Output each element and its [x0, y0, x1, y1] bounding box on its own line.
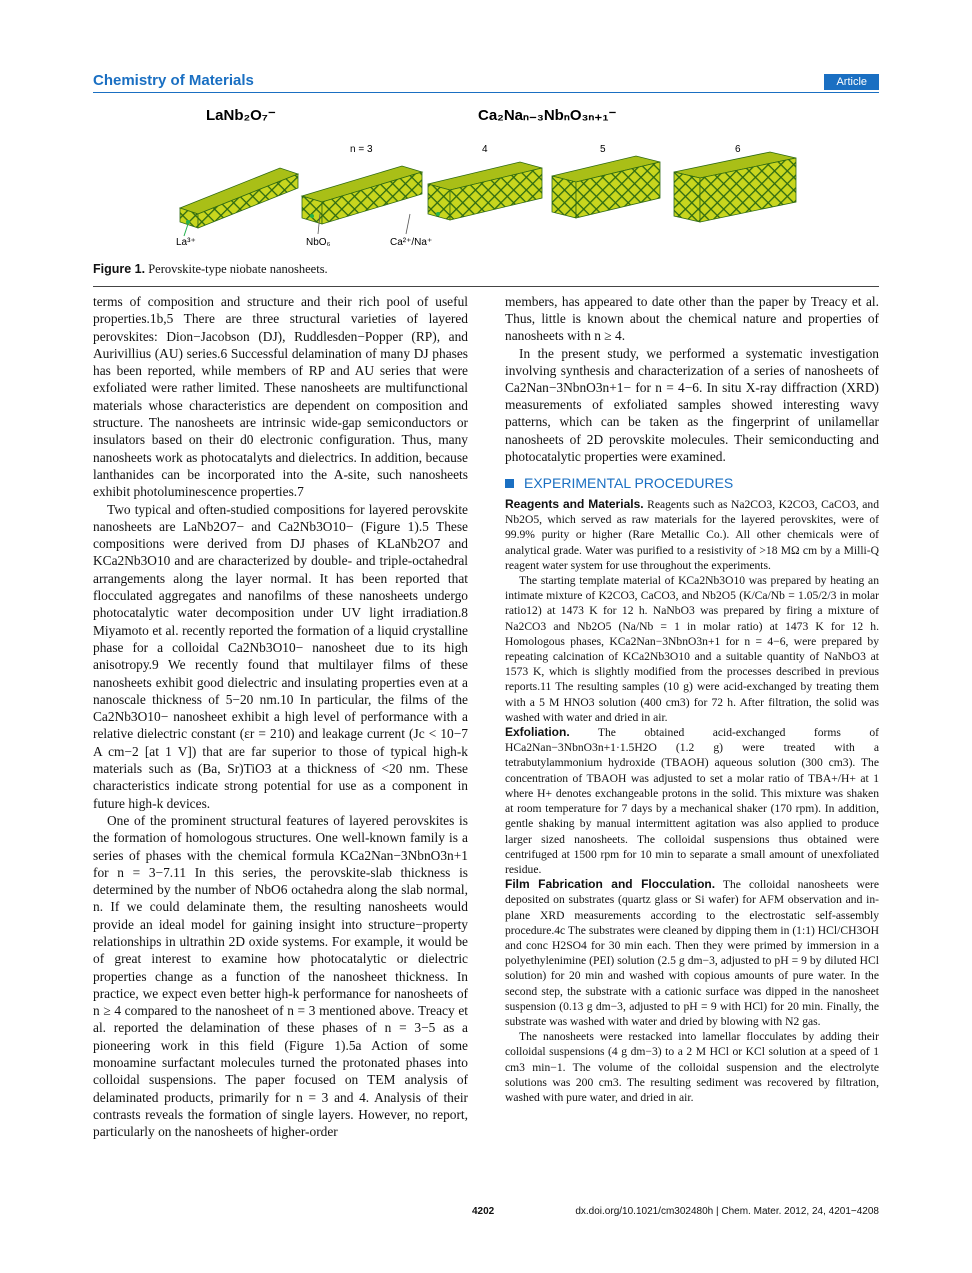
- legend-nbo6: NbO₆: [306, 237, 331, 248]
- paragraph-present-study: In the present study, we performed a systematic investigation involving synthesis and characterization of a series of nanosheets of Ca2Nan−3NbnO3n+1− for n = 4−6. In situ X-ray diffraction (XRD) measurements of exfoliated samples showed interesting wavy patterns, which can be taken as the fingerprint of unilamellar nanosheets of 2D perovskite molecules. Their semiconducting and photocatalytic properties were examined.: [505, 345, 879, 464]
- section-heading-experimental: [505, 475, 879, 491]
- section-square-icon: [505, 479, 514, 488]
- fig-label-n3: n = 3: [350, 144, 373, 155]
- figure-1: [170, 100, 860, 260]
- paragraph-members: members, has appeared to date other than the paper by Treacy et al. Thus, little is known about the chemical nature and properties of nanosheets with n ≥ 4.: [505, 294, 879, 344]
- nanosheet-n4: [428, 162, 542, 220]
- nanosheet-n2: [180, 168, 298, 228]
- fig-label-n6: 6: [735, 144, 741, 155]
- paragraph-flocculation: The nanosheets were restacked into lamellar flocculates by adding their colloidal suspensions (4 g dm−3) to a 2 M HCl or KCl solution at a speed of 1 cm3 min−1. The volume of the colloidal suspension and the electrolyte solutions was 200 cm3. The resulting sediment was recovered by filtration, washed with pure water, and dried in air.: [505, 1030, 879, 1104]
- runin-film: Film Fabrication and Flocculation.: [505, 877, 716, 892]
- fig-label-homologous: Ca₂Naₙ₋₃NbₙO₃ₙ₊₁⁻: [478, 107, 617, 124]
- doi-link[interactable]: dx.doi.org/10.1021/cm302480h | Chem. Mater. 2012, 24, 4201−4208: [575, 1206, 879, 1217]
- paragraph-film-fabrication: Film Fabrication and Flocculation. The colloidal nanosheets were deposited on substrates (quartz glass or Si wafer) for AFM observation and in-plane XRD measurements according to the electrostatic self-assembly procedure.4c The substrates were cleaned by dipping them in (1:1) HCl/CH3OH and conc H2SO4 for 30 min each. Then they were primed by immersion in a polyethylenimine (PEI) solution (2.5 g dm−3, adjusted to pH = 9 by diluted HCl solution) for 20 min and washed with copious amounts of pure water. In the second step, the substrate with a cationic surface was dipped in the nanosheet suspension (0.13 g dm−3, adjusted to pH = 9 with HCl) for 20 min. Finally, the substrate was washed with water and dried by blowing with N2 gas.: [505, 877, 880, 1028]
- paragraph-exfoliation: Exfoliation. The obtained acid-exchanged forms of HCa2Nan−3NbnO3n+1·1.5H2O (1.2 g) were treated with a tetrabutylammonium hydroxide (TBAOH) aqueous solution (300 cm3). The concentration of TBAOH was adjusted to set a molar ratio of TBA+/H+ at 1 where H+ denotes exchangeable protons in the solid. This mixture was shaken at room temperature for 7 days by a mechanical shaker (170 rpm). In addition, gentle shaking by manual intermittent agitation was also applied to produce larger sized nanosheets. The colloidal suspensions thus obtained were centrifuged at 1500 rpm for 10 min to separate a small amount of unexfoliated residue.: [505, 725, 879, 876]
- figure-caption-label: Figure 1.: [93, 262, 146, 276]
- left-column: [93, 293, 468, 1141]
- paragraph-compositions: Two typical and often-studied compositions for layered perovskite nanosheets are LaNb2O7− and Ca2Nb3O10− (Figure 1).5 These compositions were derived from DJ phases of KLaNb2O7 and KCa2Nb3O10 and are characterized by double- and triple-octahedral arrangements along the layer normal. It has been reported that flocculated aggregates and nanofilms of these nanosheets undergo photocatalytic water decomposition under UV light irradiation.8 Miyamoto et al. recently reported the formation of a liquid crystalline phase for a colloidal Ca2Nb3O10− nanosheet due to its high anisotropy.9 We recently found that multilayer films of these nanosheets exhibit good dielectric and insulating properties even at a nanoscale thickness of 5−20 nm.10 In particular, the films of the Ca2Nb3O10− nanosheet exhibit a high level of performance with a relative dielectric constant (εr = 210) and leakage current (Jc < 10−7 A cm−2 [at 1 V]) that are far superior to those of typical high-k materials such as (Ba, Sr)TiO3 at a thickness of <20 nm. These characteristics indicate strong potential for use as a component in future high-k devices.: [93, 501, 468, 811]
- figure-caption: [93, 262, 328, 277]
- figure-caption-text: Perovskite-type niobate nanosheets.: [148, 262, 328, 276]
- section-title: EXPERIMENTAL PROCEDURES: [524, 475, 734, 492]
- page-number: 4202: [472, 1206, 495, 1217]
- runin-exfoliation: Exfoliation.: [505, 725, 570, 740]
- nanosheet-n5: [552, 156, 660, 218]
- article-type-badge: Article: [824, 74, 879, 90]
- nanosheet-n6: [674, 152, 796, 222]
- figure-divider: [93, 286, 879, 287]
- fig-label-n4: 4: [482, 144, 488, 155]
- journal-title[interactable]: Chemistry of Materials: [93, 72, 254, 89]
- paragraph-homologous: One of the prominent structural features of layered perovskites is the formation of homologous structures. One well-known family is a series of phases with the chemical formula KCa2Nan−3NbnO3n+1 for n = 3−7.11 In this series, the perovskite-slab thickness is determined by the number of NbO6 octahedra along the slab normal, n. If we could delaminate them, the resulting nanosheets would provide an ideal model for gaining insight into structure−property relationships in ultrathin 2D oxide systems. For example, it would be of great interest to examine how photocatalytic or dielectric properties change as a function of the nanosheet thickness. In practice, we expect even better high-k performance for nanosheets of n ≥ 4 compared to the nanosheet of n = 3 mentioned above. Treacy et al. reported the delamination of these phases of n = 3−5 as a pioneering work in this field (Figure 1).5a Action of some monoamine surfactant molecules turned the protonated phases into colloidal suspensions. The paper focused on TEM analysis of delaminated products, primarily for n = 3 and 4. Analysis of their contrasts reveals the formation of single layers. However, no report, particularly on the nanosheets of higher-order: [93, 812, 468, 1140]
- fig-label-n5: 5: [600, 144, 606, 155]
- paragraph-synthesis: The starting template material of KCa2Nb3O10 was prepared by heating an intimate mixture of K2CO3, CaCO3, and Nb2O5 (K/Ca/Nb = 1.05/2/3 in molar ratio12) at 1473 K for 12 h. NaNbO3 was prepared by firing a mixture of Na2CO3 and Nb2O5 (Na/Nb = 1 in molar ratio) at 1473 K for 12 h. Homologous phases, KCa2Nan−3NbnO3n+1 for n = 4−6, were prepared by repeating calcination of KCa2Nb3O10 and a suitable quantity of NaNbO3 at 1573 K, which is slightly modified from the processes described in previous reports.11 The resulting samples (10 g) were acid-exchanged by treating them with a 5 M HNO3 solution (400 cm3) for 72 h. After filtration, the solid was washed with water and dried in air.: [505, 574, 879, 724]
- paragraph-intro: terms of composition and structure and their rich pool of useful properties.1b,5 There are three structural varieties of layered perovskites: Dion−Jacobson (DJ), Ruddlesden−Popper (RP), and Aurivillius (AU) series.6 Successful delamination of many DJ phases has been reported, while members of RP and AU series that were exfoliated were rather limited. These nanosheets are multifunctional materials whose characteristics are dependent on composition and structure. The nanosheets are intrinsic wide-gap semiconductors or insulators based on their d0 electronic configuration. Thus, many nanosheets work as photocatalyts and dielectrics. In addition, because lanthanides can be incorporated into the A-site, such nanosheets exhibit photoluminescence properties.7: [93, 294, 468, 500]
- runin-reagents: Reagents and Materials.: [505, 497, 644, 512]
- legend-ca-na: Ca²⁺/Na⁺: [390, 237, 433, 248]
- paragraph-reagents: Reagents and Materials. Reagents such as Na2CO3, K2CO3, CaCO3, and Nb2O5, which served as raw materials for the layered perovskites, were of 99.9% purity or higher (Rare Metallic Co.). All other chemicals were of analytical grade. Water was purified to a resistivity of >18 MΩ cm by a Milli-Q reagent water system for use throughout the experiments.: [505, 497, 879, 572]
- fig-label-lanb2o7: LaNb₂O₇⁻: [206, 107, 276, 124]
- running-header: [93, 72, 879, 93]
- legend-la: La³⁺: [176, 237, 196, 248]
- right-column: [505, 293, 879, 1105]
